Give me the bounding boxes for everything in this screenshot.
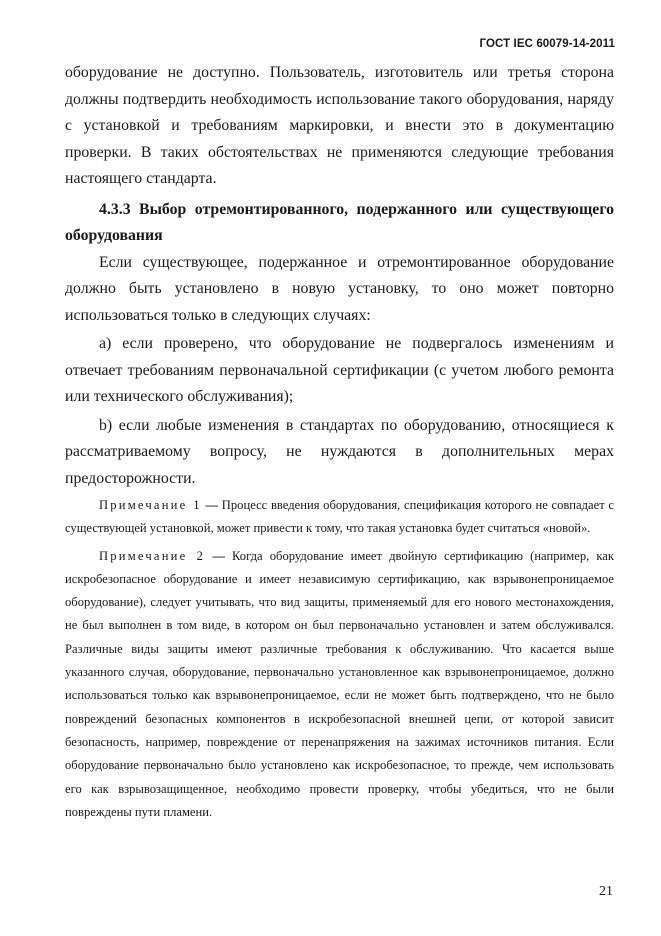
note-2 bbox=[65, 545, 614, 825]
list-item-a: а) если проверено, что оборудование не подвергалось изменениям и отвечает требованиям первоначальной сертификации (с учетом любого ремонта или технического обслуживания); bbox=[65, 335, 614, 405]
list-item-b: b) если любые изменения в стандартах по оборудованию, относящиеся к рассматриваемому вопросу, не нуждаются в дополнительных мерах предосторожности. bbox=[65, 416, 614, 487]
paragraph-continuation: оборудование не доступно. Пользователь, изготовитель или третья сторона должны подтвердить необходимость использование такого оборудования, наряду с установкой и требованиям маркировки, и внести это в документацию проверки. В таких обстоятельствах не применяются следующие требования настоящего стандарта. bbox=[65, 64, 614, 187]
notes-block bbox=[65, 494, 614, 824]
note-1-label: Примечание 1 bbox=[99, 498, 202, 512]
note-1-text: Процесс введения оборудования, спецификация которого не совпадает с существующей установкой, может привести к тому, что такая установка будет считаться «новой». bbox=[65, 498, 615, 536]
document-header: ГОСТ IEC 60079-14-2011 bbox=[479, 38, 615, 50]
note-1-dash: — bbox=[205, 498, 219, 512]
note-1 bbox=[65, 494, 614, 541]
note-2-text: Когда оборудование имеет двойную сертификацию (например, как искробезопасное оборудование и имеет независимую сертификацию, как взрывонепроницаемое оборудование), следует учитывать, что вид защиты, применяемый для его нового местонахождения, не был выполнен в том виде, в котором он был первоначально установлен и затем обслуживался. Различные виды защиты имеют различные требования к обслуживанию. Что касается выше указанного случая, оборудование, первоначально установленное как взрывонепроницаемое, должно использоваться только как взрывонепроницаемое, если не может быть подтверждено, что не было повреждений безопасных компонентов в искробезопасной внешней цепи, от которой зависит безопасность, например, повреждение от перенапряжения на зажимах источников питания. Если оборудование первоначально было установлено как искробезопасное, то прежде, чем использовать его как взрывозащищенное, необходимо провести проверку, чтобы убедиться, что не были повреждены пути пламени. bbox=[65, 548, 615, 819]
page-number: 21 bbox=[599, 884, 613, 899]
note-2-label: Примечание 2 bbox=[99, 548, 206, 563]
note-2-dash: — bbox=[212, 548, 225, 563]
document-body bbox=[65, 60, 614, 492]
section-heading: 4.3.3 Выбор отремонтированного, подержанного или существующего оборудования bbox=[65, 200, 614, 244]
paragraph-intro: Если существующее, подержанное и отремонтированное оборудование должно быть установлено в новую установку, то оно может повторно использоваться только в следующих случаях: bbox=[65, 253, 614, 324]
